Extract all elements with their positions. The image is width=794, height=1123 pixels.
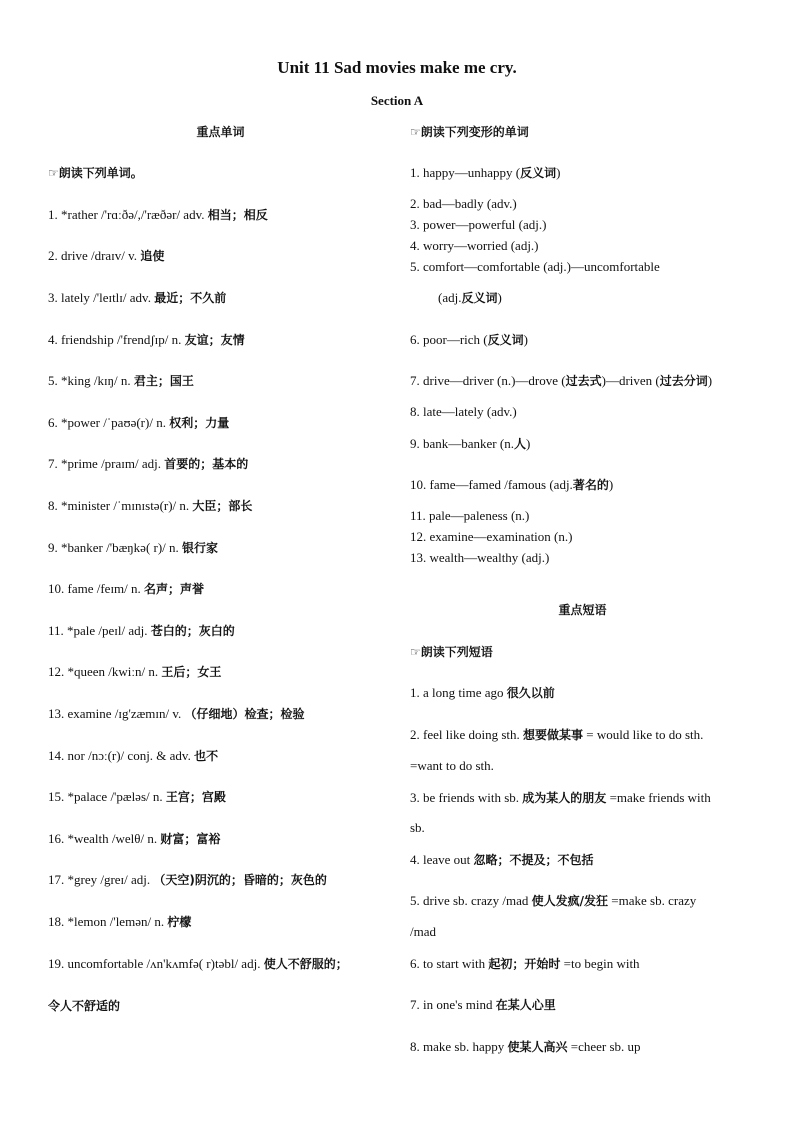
word-item-10-cn: 名声；声誉	[144, 582, 205, 596]
phrase-item-6	[410, 852, 594, 868]
form-item-9	[410, 404, 517, 420]
word-item-9-cn: 银行家	[182, 541, 219, 555]
form-item-12-en: 11. pale—paleness (n.)	[410, 508, 530, 523]
phrase-item-6-cn: 忽略；不提及；不包括	[473, 853, 594, 867]
phrase-item-1	[410, 685, 555, 701]
word-item-8-en: 8. *minister /ˈmɪnɪstə(r)/ n.	[48, 498, 193, 513]
phrase-item-7-cn: 使人发疯/发狂	[531, 894, 609, 908]
form-item-13	[410, 529, 572, 545]
phrase-item-2-en: 2. feel like doing sth.	[410, 727, 524, 742]
phrase-item-10-en: 7. in one's mind	[410, 997, 496, 1012]
form-item-1-en: 1. happy—unhappy (	[410, 165, 521, 180]
phrase-item-7-en: 5. drive sb. crazy /mad	[410, 893, 532, 908]
phrase-item-6-en: 4. leave out	[410, 852, 474, 867]
right-heading-forms: ☞朗读下列变形的单词	[410, 125, 529, 139]
word-item-6-cn: 权利；力量	[169, 416, 230, 430]
form-item-8-en: 7. drive—driver (n.)—drove (	[410, 373, 566, 388]
phrase-item-5-en: sb.	[410, 820, 425, 835]
form-item-11-en: 10. fame—famed /famous (adj.	[410, 477, 573, 492]
form-item-12	[410, 508, 529, 524]
word-item-18-cn: 柠檬	[167, 915, 192, 929]
form-item-9-en: 8. late—lately (adv.)	[410, 404, 517, 419]
word-item-5-cn: 君主；国王	[133, 374, 194, 388]
word-item-14	[48, 748, 218, 764]
phrase-item-2	[410, 727, 703, 743]
form-item-1	[410, 165, 560, 181]
form-item-5-en: 5. comfort—comfortable (adj.)—uncomfortable	[410, 259, 660, 274]
word-item-19-en: 19. uncomfortable /ʌn'kʌmfə( r)təbl/ adj.	[48, 956, 264, 971]
phrase-item-9-cn: 起初；开始时	[488, 957, 561, 971]
page-title: Unit 11 Sad movies make me cry.	[277, 58, 517, 77]
form-item-2	[410, 196, 517, 212]
word-item-13	[48, 706, 305, 722]
word-item-2-cn: 追使	[140, 249, 165, 263]
phrase-item-10	[410, 997, 556, 1013]
form-item-11-cn: 著名的	[572, 478, 609, 492]
phrase-item-3-en: =want to do sth.	[410, 758, 494, 773]
hand-pointer-icon: ☞	[410, 125, 421, 139]
form-item-6-en: (adj.	[438, 290, 462, 305]
phrase-item-7	[410, 893, 696, 909]
word-item-17-en: 17. *grey /greɪ/ adj.	[48, 872, 154, 887]
word-item-1-cn: 相当；相反	[207, 208, 268, 222]
form-item-6-cn: 反义词	[461, 291, 498, 305]
phrase-item-2-cn: 想要做某事	[523, 728, 584, 742]
phrase-item-9-en: 6. to start with	[410, 956, 489, 971]
word-item-14-en: 14. nor /nɔː(r)/ conj. & adv.	[48, 748, 195, 763]
word-item-15	[48, 789, 226, 805]
form-item-14-en: 13. wealth—wealthy (adj.)	[410, 550, 550, 565]
phrase-item-3	[410, 758, 494, 774]
word-item-4-en: 4. friendship /'frendʃɪp/ n.	[48, 332, 185, 347]
word-item-4	[48, 332, 245, 348]
word-item-14-cn: 也不	[194, 749, 219, 763]
phrase-item-10-cn: 在某人心里	[495, 998, 556, 1012]
form-item-11-tail: )	[608, 477, 614, 492]
word-item-3-cn: 最近；不久前	[154, 291, 227, 305]
word-item-13-en: 13. examine /ɪg'zæmɪn/ v.	[48, 706, 185, 721]
word-item-12-cn: 王后；女王	[161, 665, 222, 679]
form-item-2-en: 2. bad—badly (adv.)	[410, 196, 517, 211]
word-item-1-en: 1. *rather /'rɑːðə/,/'ræðər/ adv.	[48, 207, 208, 222]
form-item-7	[410, 332, 528, 348]
form-item-10-cn: 人	[513, 437, 526, 451]
word-item-9	[48, 540, 218, 556]
section-title: Section A	[370, 93, 424, 108]
word-item-16-cn: 财富；富裕	[160, 832, 221, 846]
phrase-item-1-cn: 很久以前	[506, 686, 555, 700]
word-item-8-cn: 大臣；部长	[192, 499, 253, 513]
word-item-8	[48, 498, 252, 514]
phrase-item-11	[410, 1039, 641, 1055]
form-item-8	[410, 373, 712, 389]
word-item-17	[48, 872, 327, 888]
word-item-15-en: 15. *palace /'pæləs/ n.	[48, 789, 166, 804]
form-item-6	[438, 290, 502, 306]
form-item-3-en: 3. power—powerful (adj.)	[410, 217, 547, 232]
word-item-7-cn: 首要的；基本的	[164, 457, 249, 471]
phrase-item-4	[410, 790, 711, 806]
phrase-item-7-tail: =make sb. crazy	[608, 893, 697, 908]
word-item-10-en: 10. fame /feɪm/ n.	[48, 581, 145, 596]
form-item-7-cn: 反义词	[487, 333, 524, 347]
phrase-item-9-tail: =to begin with	[560, 956, 640, 971]
form-item-8-tail: )—driven (	[601, 373, 660, 388]
word-item-7	[48, 456, 248, 472]
form-item-5	[410, 259, 660, 275]
word-item-1	[48, 207, 268, 223]
left-subheading: ☞朗读下列单词。	[48, 166, 143, 180]
word-item-17-cn: （天空)阴沉的；昏暗的；灰色的	[153, 873, 327, 887]
form-item-8-cn2: 过去分词	[659, 374, 708, 388]
form-item-4-en: 4. worry—worried (adj.)	[410, 238, 539, 253]
left-heading: 重点单词	[196, 125, 245, 139]
word-item-5	[48, 373, 194, 389]
hand-pointer-icon: ☞	[410, 645, 421, 659]
form-item-1-cn: 反义词	[520, 166, 557, 180]
word-item-12	[48, 664, 221, 680]
word-item-13-cn: （仔细地）检查；检验	[184, 707, 305, 721]
word-item-11-en: 11. *pale /peɪl/ adj.	[48, 623, 151, 638]
form-item-1-tail: )	[556, 165, 561, 180]
word-item-19	[48, 956, 348, 972]
word-item-3	[48, 290, 226, 306]
form-item-8-cn: 过去式	[565, 374, 602, 388]
phrase-item-2-tail: = would like to do sth.	[583, 727, 704, 742]
word-item-7-en: 7. *prime /praɪm/ adj.	[48, 456, 165, 471]
form-item-13-en: 12. examine—examination (n.)	[410, 529, 573, 544]
word-item-16	[48, 831, 220, 847]
phrase-item-5	[410, 820, 425, 836]
phrase-item-8	[410, 924, 436, 940]
form-item-10-tail: )	[525, 436, 531, 451]
phrase-item-8-en: /mad	[410, 924, 436, 939]
form-item-10	[410, 436, 530, 452]
word-item-5-en: 5. *king /kɪŋ/ n.	[48, 373, 134, 388]
form-item-7-en: 6. poor—rich (	[410, 332, 488, 347]
word-item-15-cn: 王宫；宫殿	[165, 790, 226, 804]
word-item-12-en: 12. *queen /kwiːn/ n.	[48, 664, 162, 679]
word-item-10	[48, 581, 204, 597]
word-item-11	[48, 623, 235, 639]
phrase-item-9	[410, 956, 640, 972]
word-item-2-en: 2. drive /draɪv/ v.	[48, 248, 141, 263]
word-item-2	[48, 248, 164, 264]
form-item-14	[410, 550, 549, 566]
word-item-11-cn: 苍白的；灰白的	[150, 624, 235, 638]
phrase-item-4-en: 3. be friends with sb.	[410, 790, 523, 805]
word-item-3-en: 3. lately /'leɪtlɪ/ adv.	[48, 290, 155, 305]
phrase-item-11-en: 8. make sb. happy	[410, 1039, 508, 1054]
word-19-wrap: 令人不舒适的	[48, 999, 121, 1013]
phrase-item-11-cn: 使某人高兴	[507, 1040, 568, 1054]
word-item-9-en: 9. *banker /'bæŋkə( r)/ n.	[48, 540, 183, 555]
form-item-8-tail2: )	[707, 373, 713, 388]
word-item-18	[48, 914, 191, 930]
word-item-19-cn: 使人不舒服的；	[263, 957, 348, 971]
phrase-item-4-cn: 成为某人的朋友	[522, 791, 607, 805]
word-item-4-cn: 友谊；友情	[184, 333, 245, 347]
right-subheading-phrases: ☞朗读下列短语	[410, 645, 493, 659]
form-item-7-tail: )	[523, 332, 528, 347]
hand-pointer-icon: ☞	[48, 166, 59, 180]
right-heading-phrases: 重点短语	[558, 603, 607, 617]
phrase-item-1-en: 1. a long time ago	[410, 685, 507, 700]
form-item-4	[410, 238, 539, 254]
word-item-6-en: 6. *power /ˈpaʊə(r)/ n.	[48, 415, 170, 430]
form-item-10-en: 9. bank—banker (n.	[410, 436, 514, 451]
word-item-18-en: 18. *lemon /'lemən/ n.	[48, 914, 168, 929]
phrase-item-4-tail: =make friends with	[606, 790, 711, 805]
word-item-16-en: 16. *wealth /welθ/ n.	[48, 831, 161, 846]
phrase-item-11-tail: =cheer sb. up	[567, 1039, 641, 1054]
form-item-11	[410, 477, 613, 493]
form-item-3	[410, 217, 546, 233]
form-item-6-tail: )	[497, 290, 502, 305]
word-item-6	[48, 415, 229, 431]
